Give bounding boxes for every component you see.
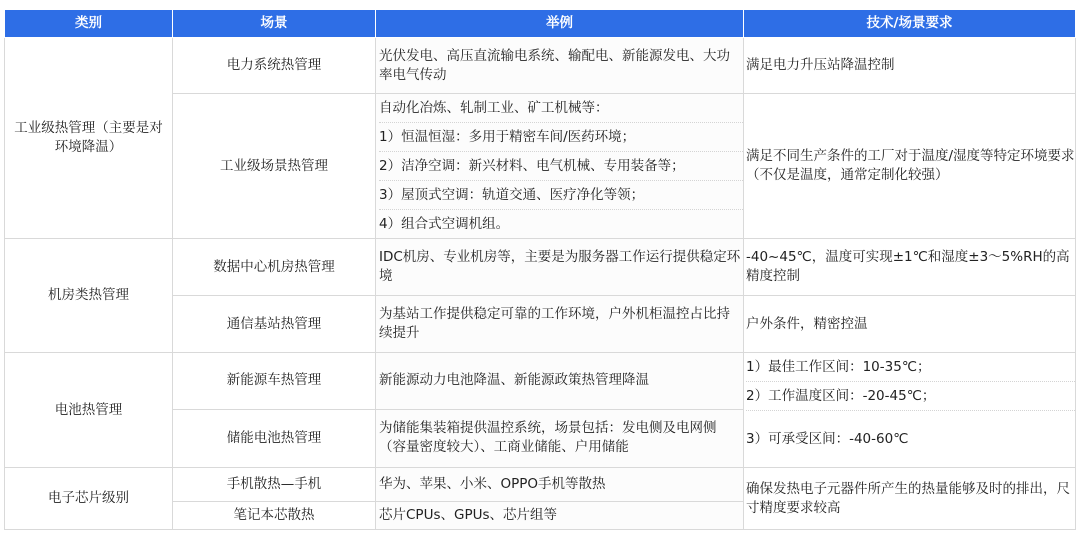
example-line: 2）洁净空调：新兴材料、电气机械、专用装备等； bbox=[379, 152, 743, 181]
table-row bbox=[5, 353, 1076, 410]
example-phone: 华为、苹果、小米、OPPO手机等散热 bbox=[376, 468, 744, 502]
header-tech: 技术/场景要求 bbox=[744, 10, 1076, 38]
tech-datacenter: -40~45℃，温度可实现±1℃和湿度±3～5%RH的高精度控制 bbox=[744, 239, 1076, 296]
scene-industrial: 工业级场景热管理 bbox=[173, 94, 376, 239]
table-row bbox=[5, 239, 1076, 296]
example-laptop: 芯片CPUs、GPUs、芯片组等 bbox=[376, 502, 744, 530]
category-battery: 电池热管理 bbox=[5, 353, 173, 468]
example-line: 自动化冶炼、轧制工业、矿工机械等： bbox=[379, 94, 743, 123]
header-scene: 场景 bbox=[173, 10, 376, 38]
example-industrial bbox=[376, 94, 744, 239]
category-room: 机房类热管理 bbox=[5, 239, 173, 353]
example-line: 1）恒温恒湿：多用于精密车间/医药环境； bbox=[379, 123, 743, 152]
tech-line: 3）可承受区间：-40-60℃ bbox=[746, 430, 909, 447]
tech-chip: 确保发热电子元器件所产生的热量能够及时的排出，尺寸精度要求较高 bbox=[744, 468, 1076, 530]
header-row bbox=[5, 10, 1076, 38]
category-industrial: 工业级热管理（主要是对环境降温） bbox=[5, 38, 173, 239]
scene-basestation: 通信基站热管理 bbox=[173, 296, 376, 353]
example-line: 4）组合式空调机组。 bbox=[379, 215, 510, 232]
tech-battery bbox=[744, 353, 1076, 468]
example-storage: 为储能集装箱提供温控系统，场景包括：发电侧及电网侧（容量密度较大）、工商业储能、户用储能 bbox=[376, 409, 744, 467]
table-row bbox=[5, 468, 1076, 502]
tech-basestation: 户外条件，精密控温 bbox=[744, 296, 1076, 353]
tech-industrial: 满足不同生产条件的工厂对于温度/湿度等特定环境要求（不仅是温度，通常定制化较强） bbox=[744, 94, 1076, 239]
scene-ev: 新能源车热管理 bbox=[173, 353, 376, 410]
tech-line: 1）最佳工作区间：10-35℃； bbox=[746, 353, 1075, 382]
scene-phone: 手机散热—手机 bbox=[173, 468, 376, 502]
example-basestation: 为基站工作提供稳定可靠的工作环境，户外机柜温控占比持续提升 bbox=[376, 296, 744, 353]
category-chip: 电子芯片级别 bbox=[5, 468, 173, 530]
scene-storage: 储能电池热管理 bbox=[173, 409, 376, 467]
tech-line: 2）工作温度区间：-20-45℃； bbox=[746, 382, 1075, 411]
example-power: 光伏发电、高压直流输电系统、输配电、新能源发电、大功率电气传动 bbox=[376, 38, 744, 94]
header-category: 类别 bbox=[5, 10, 173, 38]
scene-datacenter: 数据中心机房热管理 bbox=[173, 239, 376, 296]
heat-management-table bbox=[4, 9, 1076, 530]
header-example: 举例 bbox=[376, 10, 744, 38]
table-row bbox=[5, 38, 1076, 94]
example-line: 3）屋顶式空调：轨道交通、医疗净化等领； bbox=[379, 181, 743, 210]
scene-power: 电力系统热管理 bbox=[173, 38, 376, 94]
scene-laptop: 笔记本芯散热 bbox=[173, 502, 376, 530]
example-ev: 新能源动力电池降温、新能源政策热管理降温 bbox=[376, 353, 744, 410]
tech-power: 满足电力升压站降温控制 bbox=[744, 38, 1076, 94]
example-datacenter: IDC机房、专业机房等，主要是为服务器工作运行提供稳定环境 bbox=[376, 239, 744, 296]
